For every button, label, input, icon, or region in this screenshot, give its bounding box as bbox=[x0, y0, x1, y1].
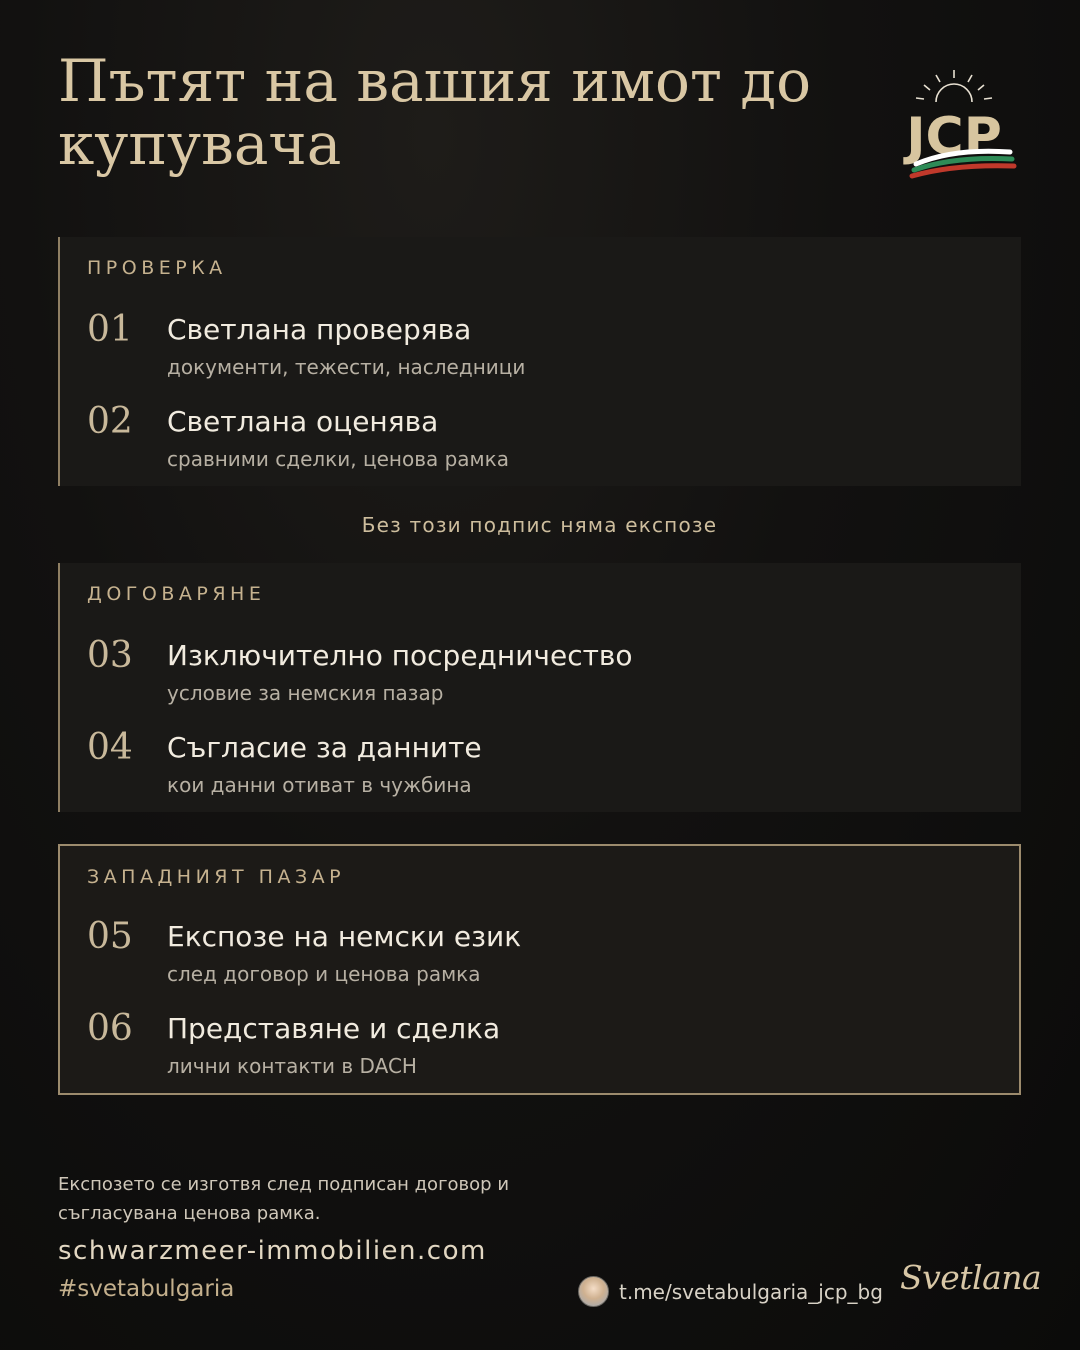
step-number: 06 bbox=[87, 1008, 133, 1049]
avatar bbox=[578, 1276, 609, 1307]
step-title: Съгласие за данните bbox=[167, 731, 482, 764]
signature-note: Без този подпис няма експозе bbox=[361, 513, 718, 537]
step-title: Експозе на немски език bbox=[167, 920, 522, 953]
section-dogovaryane bbox=[58, 563, 1021, 812]
step-number: 03 bbox=[87, 635, 133, 676]
section-label: ЗАПАДНИЯТ ПАЗАР bbox=[87, 866, 346, 888]
step-subtitle: лични контакти в DACH bbox=[167, 1054, 417, 1078]
hashtag: #svetabulgaria bbox=[58, 1276, 235, 1302]
jcp-logo bbox=[884, 66, 1024, 186]
step-title: Светлана проверява bbox=[167, 313, 472, 346]
step-number: 01 bbox=[87, 309, 133, 350]
step-subtitle: сравними сделки, ценова рамка bbox=[167, 447, 509, 471]
section-label: ДОГОВАРЯНЕ bbox=[87, 583, 266, 605]
step-title: Изключително посредничество bbox=[167, 639, 633, 672]
section-proverka bbox=[58, 237, 1021, 486]
step-subtitle: условие за немския пазар bbox=[167, 681, 444, 705]
section-label: ПРОВЕРКА bbox=[87, 257, 227, 279]
step-title: Светлана оценява bbox=[167, 405, 439, 438]
step-subtitle: кои данни отиват в чужбина bbox=[167, 773, 472, 797]
page-title: Пътят на вашия имот до купувача bbox=[58, 47, 812, 178]
telegram-contact[interactable] bbox=[578, 1276, 883, 1307]
step-number: 05 bbox=[87, 916, 133, 957]
website-link[interactable]: schwarzmeer-immobilien.com bbox=[58, 1236, 487, 1266]
signature: Svetlana bbox=[900, 1258, 1042, 1297]
logo-text: JCP bbox=[906, 107, 1002, 167]
step-title: Представяне и сделка bbox=[167, 1012, 501, 1045]
step-number: 02 bbox=[87, 401, 133, 442]
step-number: 04 bbox=[87, 727, 133, 768]
section-zapadniyat-pazar bbox=[58, 844, 1021, 1095]
footer-disclaimer: Експозето се изготвя след подписан договор и съгласувана ценова рамка. bbox=[58, 1174, 510, 1224]
sun-icon bbox=[916, 70, 992, 102]
step-subtitle: документи, тежести, наследници bbox=[167, 355, 526, 379]
step-subtitle: след договор и ценова рамка bbox=[167, 962, 481, 986]
telegram-link[interactable]: t.me/svetabulgaria_jcp_bg bbox=[619, 1279, 883, 1304]
